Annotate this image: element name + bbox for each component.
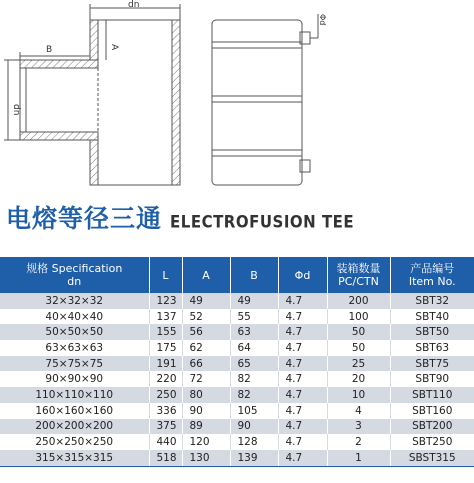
table-header-row bbox=[0, 257, 474, 293]
cell-a: 56 bbox=[182, 324, 230, 340]
title-english: ELECTROFUSION TEE bbox=[170, 211, 355, 233]
cell-a: 62 bbox=[182, 340, 230, 356]
dim-label-phid: Φd bbox=[318, 14, 327, 26]
cell-b: 128 bbox=[230, 434, 278, 450]
cell-spec: 50×50×50 bbox=[0, 324, 149, 340]
cell-b: 105 bbox=[230, 403, 278, 419]
cell-b: 90 bbox=[230, 419, 278, 435]
table-row bbox=[0, 434, 474, 450]
cell-item: SBT50 bbox=[390, 324, 474, 340]
dim-label-a: A bbox=[109, 44, 119, 51]
cell-qty: 200 bbox=[327, 293, 390, 309]
cell-spec: 63×63×63 bbox=[0, 340, 149, 356]
cell-qty: 2 bbox=[327, 434, 390, 450]
header-phid: Φd bbox=[278, 257, 327, 293]
cell-spec: 250×250×250 bbox=[0, 434, 149, 450]
cell-phid: 4.7 bbox=[278, 403, 327, 419]
cell-qty: 50 bbox=[327, 340, 390, 356]
cell-qty: 100 bbox=[327, 309, 390, 325]
cell-a: 130 bbox=[182, 450, 230, 466]
cell-spec: 315×315×315 bbox=[0, 450, 149, 466]
dim-label-dn-top: dn bbox=[128, 0, 140, 10]
cell-b: 55 bbox=[230, 309, 278, 325]
cell-b: 65 bbox=[230, 356, 278, 372]
cell-l: 375 bbox=[149, 419, 182, 435]
cell-b: 82 bbox=[230, 371, 278, 387]
cell-item: SBT110 bbox=[390, 387, 474, 403]
cell-item: SBT160 bbox=[390, 403, 474, 419]
cell-phid: 4.7 bbox=[278, 419, 327, 435]
cell-a: 72 bbox=[182, 371, 230, 387]
cell-a: 49 bbox=[182, 293, 230, 309]
cell-item: SBT200 bbox=[390, 419, 474, 435]
cell-l: 123 bbox=[149, 293, 182, 309]
cell-qty: 50 bbox=[327, 324, 390, 340]
cell-phid: 4.7 bbox=[278, 387, 327, 403]
cell-l: 175 bbox=[149, 340, 182, 356]
header-l: L bbox=[149, 257, 182, 293]
cell-phid: 4.7 bbox=[278, 309, 327, 325]
cell-spec: 32×32×32 bbox=[0, 293, 149, 309]
table-row bbox=[0, 340, 474, 356]
table-row bbox=[0, 356, 474, 372]
cell-qty: 25 bbox=[327, 356, 390, 372]
tee-section-view bbox=[4, 4, 180, 185]
cell-spec: 75×75×75 bbox=[0, 356, 149, 372]
table-row bbox=[0, 419, 474, 435]
table-row bbox=[0, 309, 474, 325]
table-row bbox=[0, 387, 474, 403]
specification-table bbox=[0, 257, 474, 467]
cell-qty: 3 bbox=[327, 419, 390, 435]
table-row bbox=[0, 403, 474, 419]
cell-phid: 4.7 bbox=[278, 434, 327, 450]
cell-spec: 200×200×200 bbox=[0, 419, 149, 435]
cell-phid: 4.7 bbox=[278, 293, 327, 309]
cell-item: SBT32 bbox=[390, 293, 474, 309]
cell-l: 220 bbox=[149, 371, 182, 387]
header-qty: 装箱数量 PC/CTN bbox=[327, 257, 390, 293]
cell-a: 90 bbox=[182, 403, 230, 419]
cell-spec: 40×40×40 bbox=[0, 309, 149, 325]
cell-item: SBT90 bbox=[390, 371, 474, 387]
cell-phid: 4.7 bbox=[278, 324, 327, 340]
header-a: A bbox=[182, 257, 230, 293]
cell-spec: 110×110×110 bbox=[0, 387, 149, 403]
dim-label-b: B bbox=[46, 45, 53, 55]
cell-a: 89 bbox=[182, 419, 230, 435]
tee-external-view bbox=[212, 14, 318, 185]
cell-spec: 160×160×160 bbox=[0, 403, 149, 419]
cell-item: SBT75 bbox=[390, 356, 474, 372]
cell-item: SBT63 bbox=[390, 340, 474, 356]
cell-b: 63 bbox=[230, 324, 278, 340]
product-title bbox=[6, 199, 354, 233]
cell-l: 155 bbox=[149, 324, 182, 340]
cell-b: 139 bbox=[230, 450, 278, 466]
cell-qty: 10 bbox=[327, 387, 390, 403]
cell-b: 64 bbox=[230, 340, 278, 356]
tee-technical-drawing bbox=[0, 0, 474, 195]
cell-qty: 1 bbox=[327, 450, 390, 466]
cell-a: 52 bbox=[182, 309, 230, 325]
header-b: B bbox=[230, 257, 278, 293]
cell-item: SBT250 bbox=[390, 434, 474, 450]
cell-l: 440 bbox=[149, 434, 182, 450]
cell-a: 66 bbox=[182, 356, 230, 372]
cell-l: 191 bbox=[149, 356, 182, 372]
cell-item: SBT40 bbox=[390, 309, 474, 325]
title-chinese: 电熔等径三通 bbox=[6, 204, 163, 233]
cell-phid: 4.7 bbox=[278, 450, 327, 466]
header-spec: 规格 Specification dn bbox=[0, 257, 149, 293]
cell-spec: 90×90×90 bbox=[0, 371, 149, 387]
table-row bbox=[0, 371, 474, 387]
cell-phid: 4.7 bbox=[278, 356, 327, 372]
cell-b: 49 bbox=[230, 293, 278, 309]
cell-l: 250 bbox=[149, 387, 182, 403]
cell-a: 80 bbox=[182, 387, 230, 403]
cell-b: 82 bbox=[230, 387, 278, 403]
dim-label-dn-side: dn bbox=[11, 104, 21, 116]
cell-qty: 4 bbox=[327, 403, 390, 419]
cell-phid: 4.7 bbox=[278, 340, 327, 356]
cell-a: 120 bbox=[182, 434, 230, 450]
table-row bbox=[0, 293, 474, 309]
cell-phid: 4.7 bbox=[278, 371, 327, 387]
cell-qty: 20 bbox=[327, 371, 390, 387]
cell-l: 518 bbox=[149, 450, 182, 466]
table-row bbox=[0, 324, 474, 340]
cell-l: 137 bbox=[149, 309, 182, 325]
header-item: 产品编号 Item No. bbox=[390, 257, 474, 293]
table-row bbox=[0, 450, 474, 466]
cell-l: 336 bbox=[149, 403, 182, 419]
cell-item: SBST315 bbox=[390, 450, 474, 466]
